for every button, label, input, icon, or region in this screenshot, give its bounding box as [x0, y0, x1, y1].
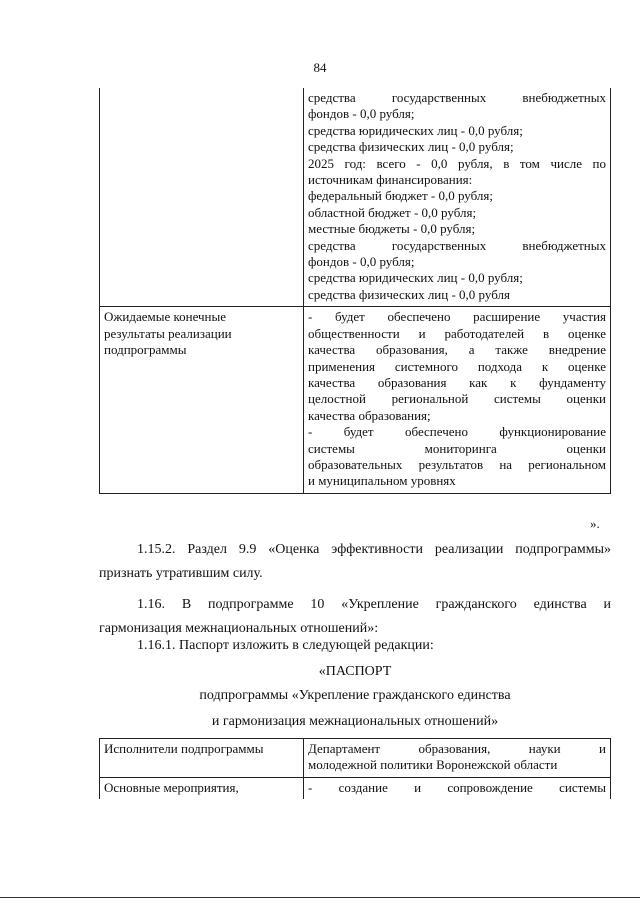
cell-text-line: фондов - 0,0 рубля; [308, 254, 415, 270]
row-label-cell: Исполнители подпрограммы [100, 739, 304, 778]
cell-text-line: системы мониторинга оценки [308, 440, 606, 456]
cell-text-line: и муниципальном уровнях [308, 473, 456, 489]
row-label-line: подпрограммы [104, 342, 187, 358]
cell-text-line: применения системного подхода к оценке [308, 358, 606, 374]
cell-text-line: областной бюджет - 0,0 рубля; [308, 204, 477, 220]
cell-text-line: источникам финансирования: [308, 172, 473, 188]
cell-text-line: - создание и сопровождение системы [308, 779, 606, 795]
cell-text-line: средства государственных внебюджетных [308, 237, 606, 253]
cell-text-line: - будет обеспечено функционирование [308, 424, 606, 440]
cell-text-line: образовательных результатов на региональном [308, 456, 606, 472]
page-number: 84 [313, 60, 327, 75]
passport-heading: «ПАСПОРТ [318, 664, 392, 679]
footer-rule [0, 897, 640, 898]
cell-text-line: общественности и работодателей в оценке [308, 325, 606, 341]
cell-text-line: Департамент образования, науки и [308, 741, 606, 756]
cell-text-line: средства физических лиц - 0,0 рубля [308, 286, 510, 302]
cell-text-line: средства юридических лиц - 0,0 рубля; [308, 122, 523, 138]
paragraph-1-15-2 [99, 541, 611, 559]
table-row [100, 777, 611, 799]
cell-text-line: средства физических лиц - 0,0 рубля; [308, 139, 514, 155]
cell-text-line: федеральный бюджет - 0,0 рубля; [308, 188, 494, 204]
expected-results-cell [304, 307, 611, 493]
cell-text-line: фондов - 0,0 рубля; [308, 106, 415, 122]
table-row [100, 739, 611, 778]
cell-text-line: качества образования, а также внедрение [308, 342, 606, 358]
cell-text-line: - будет обеспечено расширение участия [308, 309, 606, 325]
cell-text-line: качества образования как к фундаменту [308, 374, 606, 390]
main-activities-cell [304, 777, 611, 799]
table-row [100, 307, 611, 493]
passport-table-new [99, 738, 611, 799]
executors-cell [304, 739, 611, 778]
row-label-cell [100, 88, 304, 307]
passport-subtitle-line-1: подпрограммы «Укрепление гражданского единства [199, 688, 511, 703]
cell-text-line: местные бюджеты - 0,0 рубля; [308, 221, 476, 237]
paragraph-line: 1.15.2. Раздел 9.9 «Оценка эффективности реализации подпрограммы» [137, 542, 611, 557]
paragraph-1-15-2-cont: признать утратившим силу. [99, 566, 263, 581]
cell-text-line: 2025 год: всего - 0,0 рубля, в том числе по [308, 155, 606, 171]
cell-text-line: средства юридических лиц - 0,0 рубля; [308, 270, 523, 286]
cell-text-line: целостной региональной системы оценки [308, 391, 606, 407]
closing-quote: ». [590, 516, 600, 531]
paragraph-line: 1.16. В подпрограмме 10 «Укрепление гражданского единства и [137, 597, 611, 612]
funding-cell [304, 88, 611, 307]
passport-table-continued [99, 88, 611, 494]
table-row [100, 88, 611, 307]
row-label-cell [100, 307, 304, 493]
passport-subtitle-line-2: и гармонизация межнациональных отношений» [211, 714, 499, 729]
row-label-line: Ожидаемые конечные [104, 309, 227, 325]
paragraph-1-16-1: 1.16.1. Паспорт изложить в следующей редакции: [137, 638, 434, 653]
cell-text-line: молодежной политики Воронежской области [308, 757, 558, 773]
row-label-line: результаты реализации [104, 325, 232, 341]
paragraph-1-16-cont: гармонизация межнациональных отношений»: [99, 621, 379, 636]
row-label-cell: Основные мероприятия, [100, 777, 304, 799]
cell-text-line: качества образования; [308, 407, 431, 423]
paragraph-1-16 [99, 596, 611, 614]
cell-text-line: средства государственных внебюджетных [308, 90, 606, 105]
